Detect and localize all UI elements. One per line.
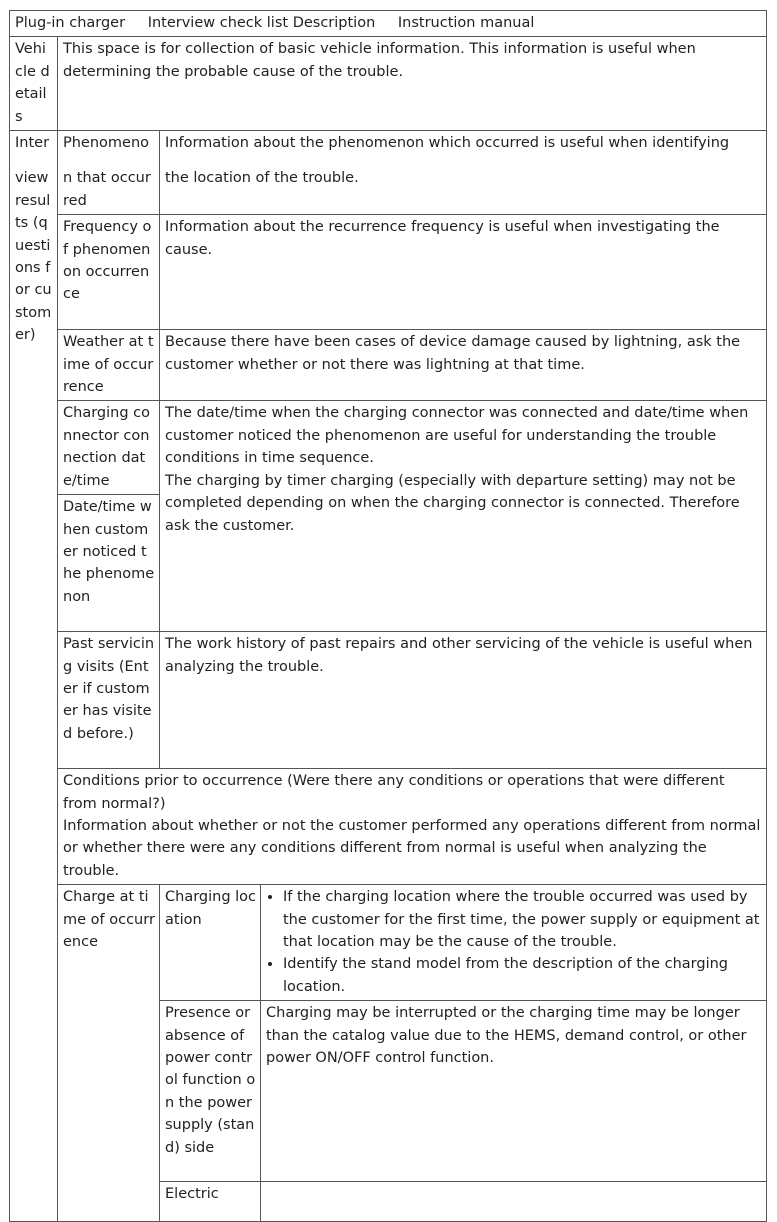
noticed-time-label: Date/time when customer noticed the phenomenon <box>58 495 160 632</box>
header-plugin-charger: Plug-in charger <box>15 15 126 31</box>
weather-row <box>10 330 767 401</box>
charging-location-row <box>10 885 767 1001</box>
datetime-description <box>160 401 767 632</box>
interview-results-label-rest: view results (questions for customer) <box>15 170 52 344</box>
phenomenon-desc-top: Information about the phenomenon which occurred is useful when identifying <box>165 135 730 152</box>
interview-results-label <box>10 131 58 1222</box>
weather-description: Because there have been cases of device damage caused by lightning, ask the customer whether or not there was lightning at that time. <box>160 330 767 401</box>
phenomenon-label-rest: n that occurred <box>63 170 151 209</box>
interview-results-label-top: Inter <box>15 135 50 152</box>
charging-location-label: Charging location <box>160 885 261 1001</box>
phenomenon-description <box>160 131 767 215</box>
conditions-prior-cell <box>58 769 767 885</box>
vehicle-details-description: This space is for collection of basic vehicle information. This information is useful when determining the probable cause of the trouble. <box>58 37 767 131</box>
phenomenon-desc-rest: the location of the trouble. <box>165 170 359 187</box>
weather-label: Weather at time of occurrence <box>58 330 160 401</box>
datetime-desc-1: The date/time when the charging connector was connected and date/time when customer noticed the phenomenon are useful for understanding the trouble conditions in time sequence. <box>165 405 749 467</box>
header-checklist-description: Interview check list Description <box>147 15 376 31</box>
header-instruction-manual: Instruction manual <box>397 15 535 31</box>
charging-location-bullet-2: • Identify the stand model from the description of the charging location. <box>283 953 762 998</box>
phenomenon-label-top: Phenomeno <box>63 135 150 152</box>
datetime-desc-2: The charging by timer charging (especially with departure setting) may not be completed depending on when the charging connector is connected. Therefore ask the customer. <box>165 472 740 534</box>
charging-location-bullet-1: • If the charging location where the trouble occurred was used by the customer for the first time, the power supply or equipment at that location may be the cause of the trouble. <box>283 886 762 953</box>
phenomenon-label <box>58 131 160 215</box>
frequency-description: Information about the recurrence frequency is useful when investigating the cause. <box>160 215 767 330</box>
charging-location-description <box>261 885 767 1001</box>
conditions-prior-row <box>10 769 767 885</box>
vehicle-details-label: Vehicle details <box>10 37 58 131</box>
conditions-prior-title: Conditions prior to occurrence (Were there any conditions or operations that were different from normal?) <box>63 773 725 812</box>
power-control-label: Presence or absence of power control function on the power supply (stand) side <box>160 1001 261 1182</box>
frequency-row <box>10 215 767 330</box>
frequency-label: Frequency of phenomenon occurrence <box>58 215 160 330</box>
connector-time-label: Charging connector connection date/time <box>58 401 160 495</box>
header-cell <box>10 11 767 37</box>
past-visits-label: Past servicing visits (Enter if customer has visited before.) <box>58 632 160 769</box>
charge-at-time-label: Charge at time of occurrence <box>58 885 160 1222</box>
power-control-description: Charging may be interrupted or the charging time may be longer than the catalog value due to the HEMS, demand control, or other power ON/OFF control function. <box>261 1001 767 1182</box>
vehicle-details-row <box>10 37 767 131</box>
connector-time-row <box>10 401 767 495</box>
past-visits-description: The work history of past repairs and other servicing of the vehicle is useful when analyzing the trouble. <box>160 632 767 769</box>
past-visits-row <box>10 632 767 769</box>
header-row <box>10 11 767 37</box>
interview-checklist-table <box>9 10 767 1222</box>
conditions-prior-description: Information about whether or not the customer performed any operations different from normal or whether there were any conditions different from normal is useful when analyzing the trouble. <box>63 817 761 879</box>
electric-description <box>261 1182 767 1222</box>
phenomenon-row <box>10 131 767 215</box>
charging-location-bullets <box>266 886 762 998</box>
electric-label: Electric <box>160 1182 261 1222</box>
